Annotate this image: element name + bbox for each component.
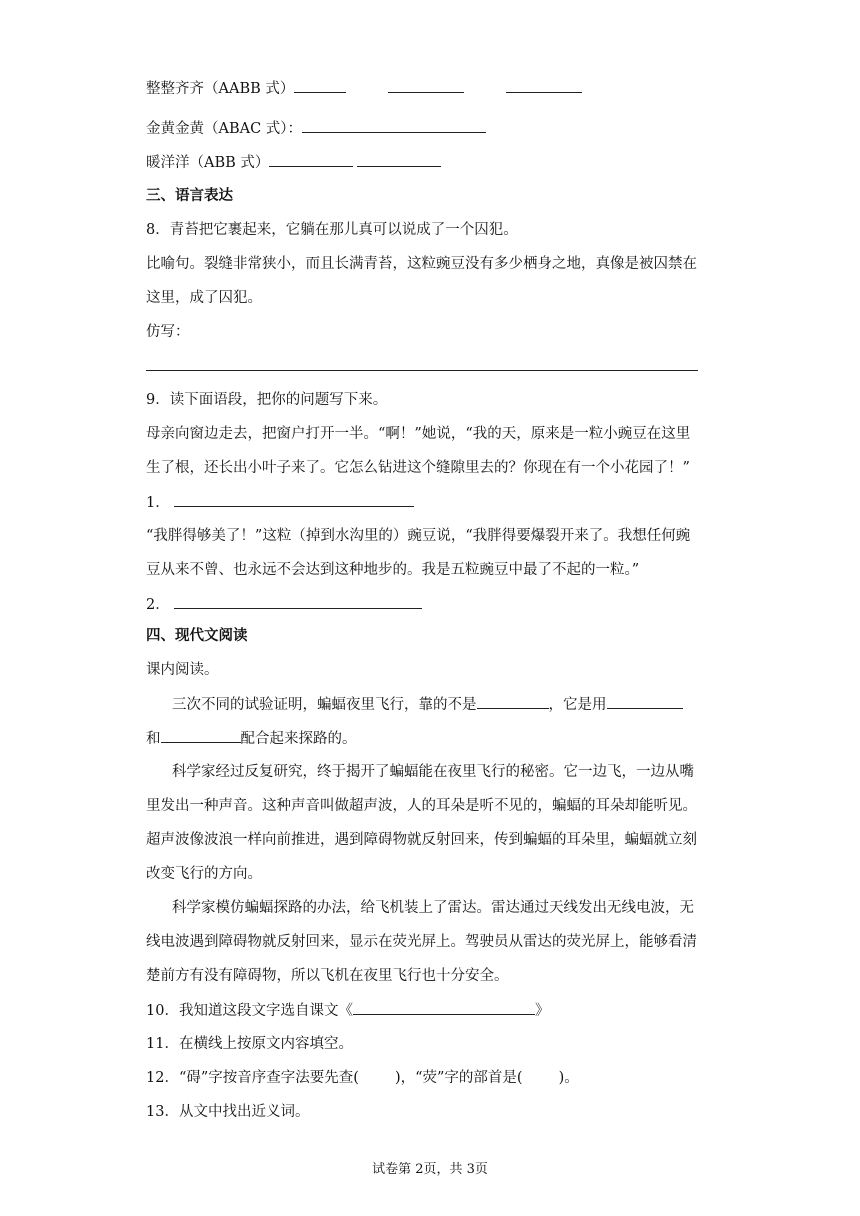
q8-explain-line-1: 比喻句。裂缝非常狭小，而且长满青苔，这粒豌豆没有多少栖身之地，真像是被囚禁在 <box>146 256 697 272</box>
q13-text: 13．从文中找出近义词。 <box>146 1104 310 1120</box>
q12-row <box>146 1068 579 1088</box>
q8-explain-line-2: 这里，成了囚犯。 <box>146 290 262 306</box>
q10-row <box>146 1000 549 1021</box>
section-3-heading: 三、语言表达 <box>146 187 233 204</box>
q12-text-2: )，“荧”字的部首是( <box>394 1070 523 1086</box>
reading-p1-text-c: 和 <box>146 731 161 747</box>
q9-para2-line-2: 豆从来不曾、也永远不会达到这种地步的。我是五粒豌豆中最了不起的一粒。” <box>146 562 640 578</box>
q12-text-3: )。 <box>558 1070 579 1086</box>
q9-answer-2-blank[interactable] <box>174 594 422 609</box>
q9-answer-2-label: 2． <box>146 597 170 613</box>
reading-blank-1[interactable] <box>477 694 549 709</box>
q8-answer-blank[interactable] <box>146 356 698 371</box>
q8-answer-row <box>146 356 698 377</box>
q7-abb-blank-2[interactable] <box>357 152 441 167</box>
reading-p3-line-2: 线电波遇到障碍物就反射回来，显示在荧光屏上。驾驶员从雷达的荧光屏上，能够看清 <box>146 934 697 950</box>
reading-p1-text-b: ，它是用 <box>548 697 607 713</box>
reading-p1-text-d: 配合起来探路的。 <box>240 731 357 747</box>
q7-abb-row <box>146 152 441 173</box>
q8-imitate-label: 仿写： <box>146 324 190 340</box>
q10-text: 10．我知道这段文字选自课文《 <box>146 1003 353 1019</box>
q7-aabb-blank-2[interactable] <box>388 78 464 93</box>
q7-abac-row <box>146 118 486 139</box>
reading-blank-3[interactable] <box>161 728 241 743</box>
q9-para1-line-1: 母亲向窗边走去，把窗户打开一半。“啊！”她说，“我的天，原来是一粒小豌豆在这里 <box>146 426 691 442</box>
reading-p3-line-1: 科学家模仿蝙蝠探路的办法，给飞机装上了雷达。雷达通过天线发出无线电波，无 <box>172 900 694 916</box>
q7-aabb-blank-3[interactable] <box>506 78 582 93</box>
q7-abb-blank-1[interactable] <box>269 152 353 167</box>
q7-abac-blank[interactable] <box>302 118 486 133</box>
q10-blank[interactable] <box>353 1000 535 1015</box>
q9-para2-line-1: “我胖得够美了！”这粒（掉到水沟里的）豌豆说，“我胖得要爆裂开来了。我想任何豌 <box>146 528 691 544</box>
q12-text-1: 12．“碍”字按音序查字法要先查( <box>146 1070 359 1086</box>
reading-p2-line-2: 里发出一种声音。这种声音叫做超声波，人的耳朵是听不见的，蝙蝠的耳朵却能听见。 <box>146 798 697 814</box>
q9-answer-1-row <box>146 492 414 513</box>
q9-answer-1-label: 1． <box>146 495 170 511</box>
reading-p2-line-1: 科学家经过反复研究，终于揭开了蝙蝠能在夜里飞行的秘密。它一边飞，一边从嘴 <box>172 764 694 780</box>
q7-abac-label: 金黄金黄（ABAC 式）： <box>146 121 303 137</box>
q10-suffix: 》 <box>534 1003 550 1019</box>
q9-answer-1-blank[interactable] <box>174 492 414 507</box>
reading-blank-2[interactable] <box>607 694 683 709</box>
q8-question: 8．青苔把它裹起来，它躺在那儿真可以说成了一个囚犯。 <box>146 222 518 238</box>
q7-aabb-label: 整整齐齐（AABB 式） <box>146 81 295 97</box>
reading-p1-line-2 <box>146 728 357 749</box>
q7-abb-label: 暖洋洋（ABB 式） <box>146 155 270 171</box>
q7-aabb-row <box>146 78 582 99</box>
reading-p2-line-3: 超声波像波浪一样向前推进，遇到障碍物就反射回来，传到蝙蝠的耳朵里，蝙蝠就立刻 <box>146 832 697 848</box>
reading-p3-line-3: 楚前方有没有障碍物，所以飞机在夜里飞行也十分安全。 <box>146 968 509 984</box>
reading-p1-line-1 <box>172 694 683 715</box>
reading-p1-text-a: 三次不同的试验证明，蝙蝠夜里飞行，靠的不是 <box>172 697 477 713</box>
q9-question: 9．读下面语段，把你的问题写下来。 <box>146 392 388 408</box>
section-4-heading: 四、现代文阅读 <box>146 627 248 644</box>
q9-para1-line-2: 生了根，还长出小叶子来了。它怎么钻进这个缝隙里去的？你现在有一个小花园了！” <box>146 460 690 476</box>
reading-intro: 课内阅读。 <box>146 662 219 678</box>
reading-p2-line-4: 改变飞行的方向。 <box>146 866 262 882</box>
q9-answer-2-row <box>146 594 422 615</box>
q11-text: 11．在横线上按原文内容填空。 <box>146 1036 353 1052</box>
q7-aabb-blank-1[interactable] <box>294 78 346 93</box>
page-footer: 试卷第 2页，共 3页 <box>372 1162 488 1177</box>
